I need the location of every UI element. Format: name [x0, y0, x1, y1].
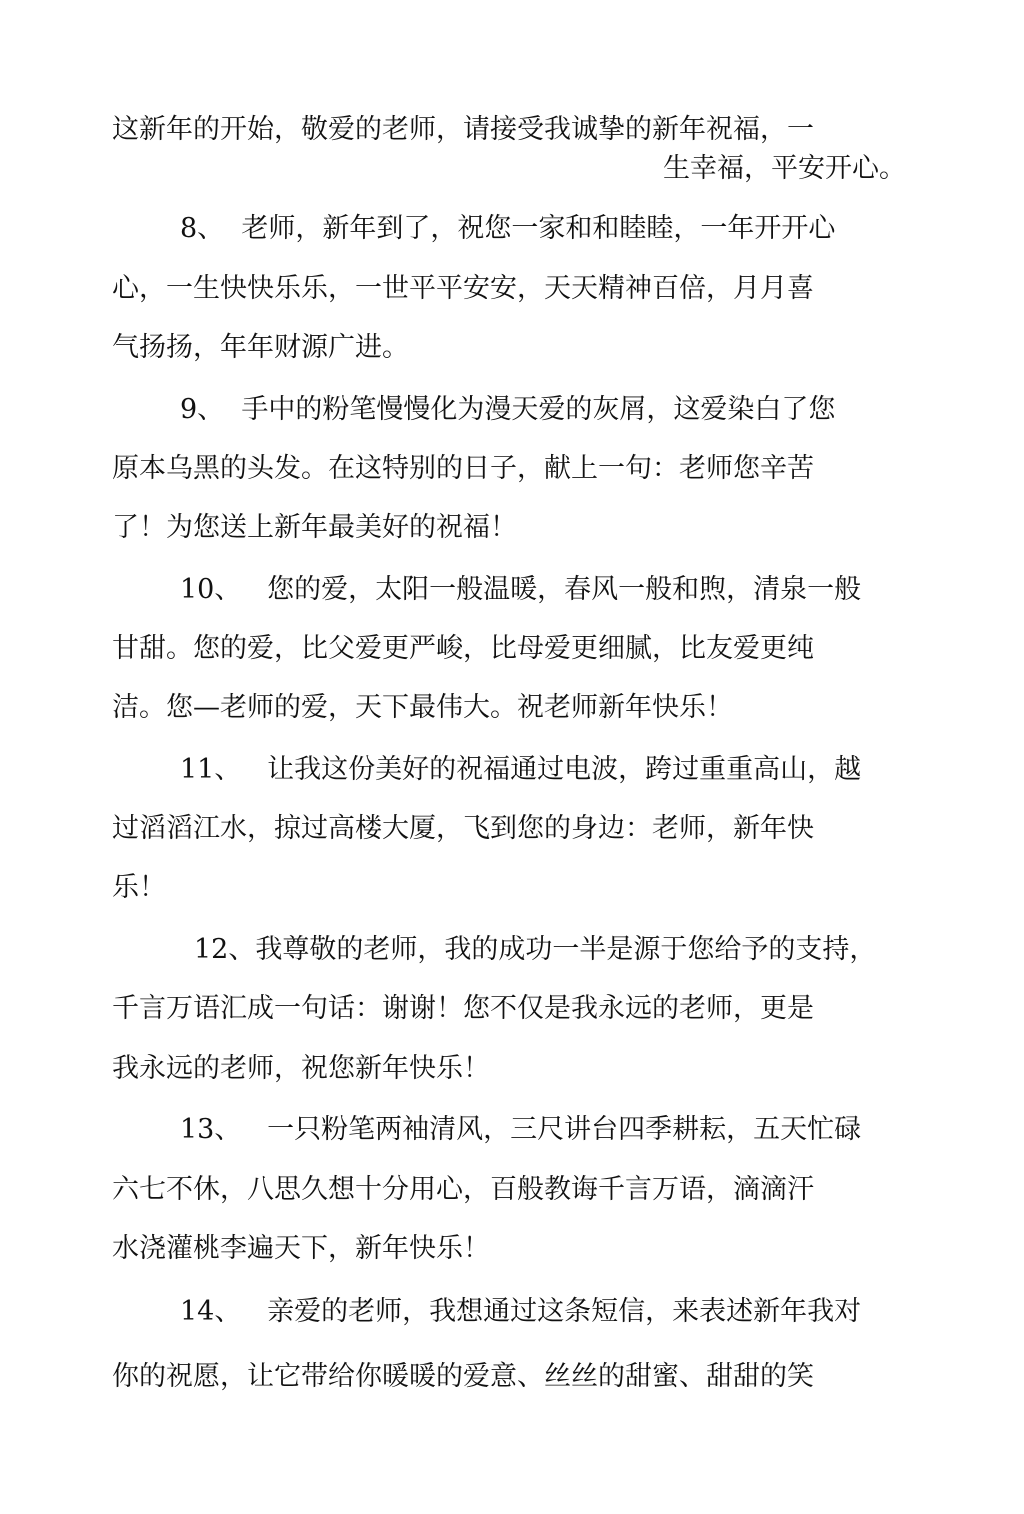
item-text: 老师，新年到了，祝您一家和和睦睦，一年开开心 — [241, 213, 836, 244]
item-number: 8、 — [180, 213, 225, 244]
item-10-line-2: 甘甜。您的爱，比父爱更严峻，比母爱更细腻，比友爱更纯 — [112, 633, 814, 664]
item-11-line-3: 乐！ — [112, 872, 166, 903]
item-text: 让我这份美好的祝福通过电波，跨过重重高山，越 — [267, 754, 862, 785]
item-13-line-3: 水浇灌桃李遍天下，新年快乐！ — [112, 1233, 490, 1264]
intro-line-1: 这新年的开始，敬爱的老师，请接受我诚挚的新年祝福，一 — [112, 114, 814, 145]
item-12-line-3: 我永远的老师，祝您新年快乐！ — [112, 1053, 490, 1084]
item-text: 亲爱的老师，我想通过这条短信，来表述新年我对 — [267, 1296, 862, 1327]
item-13-line-2: 六七不休，八思久想十分用心，百般教诲千言万语，滴滴汗 — [112, 1174, 814, 1205]
item-14-line-2: 你的祝愿，让它带给你暖暖的爱意、丝丝的甜蜜、甜甜的笑 — [112, 1361, 814, 1392]
item-number: 14、 — [180, 1296, 242, 1327]
item-number: 10、 — [180, 574, 242, 605]
item-text: 我尊敬的老师，我的成功一半是源于您给予的支持， — [255, 934, 877, 965]
item-number: 13、 — [180, 1114, 242, 1145]
item-12-first-line — [194, 933, 876, 967]
item-number: 12、 — [194, 934, 256, 965]
item-number: 9、 — [180, 394, 225, 425]
item-13-first-line — [180, 1113, 861, 1147]
item-10-line-3: 洁。您—老师的爱，天下最伟大。祝老师新年快乐！ — [112, 692, 733, 723]
item-number: 11、 — [180, 754, 242, 785]
item-9-line-3: 了！为您送上新年最美好的祝福！ — [112, 512, 517, 543]
item-12-line-2: 千言万语汇成一句话：谢谢！您不仅是我永远的老师，更是 — [112, 993, 814, 1024]
item-14-first-line — [180, 1295, 861, 1329]
item-10-first-line — [180, 573, 861, 607]
item-text: 一只粉笔两袖清风，三尺讲台四季耕耘，五天忙碌 — [267, 1114, 862, 1145]
item-11-line-2: 过滔滔江水，掠过高楼大厦，飞到您的身边：老师，新年快 — [112, 813, 814, 844]
item-8-line-3: 气扬扬，年年财源广进。 — [112, 332, 409, 363]
item-text: 手中的粉笔慢慢化为漫天爱的灰屑，这爱染白了您 — [241, 394, 836, 425]
intro-line-2: 生幸福，平安开心。 — [663, 153, 906, 184]
item-8-line-2: 心，一生快快乐乐，一世平平安安，天天精神百倍，月月喜 — [112, 273, 814, 304]
item-11-first-line — [180, 753, 861, 787]
item-9-first-line — [180, 393, 835, 427]
item-8-first-line — [180, 212, 835, 246]
item-text: 您的爱，太阳一般温暖，春风一般和煦，清泉一般 — [267, 574, 862, 605]
item-9-line-2: 原本乌黑的头发。在这特别的日子，献上一句：老师您辛苦 — [112, 453, 814, 484]
